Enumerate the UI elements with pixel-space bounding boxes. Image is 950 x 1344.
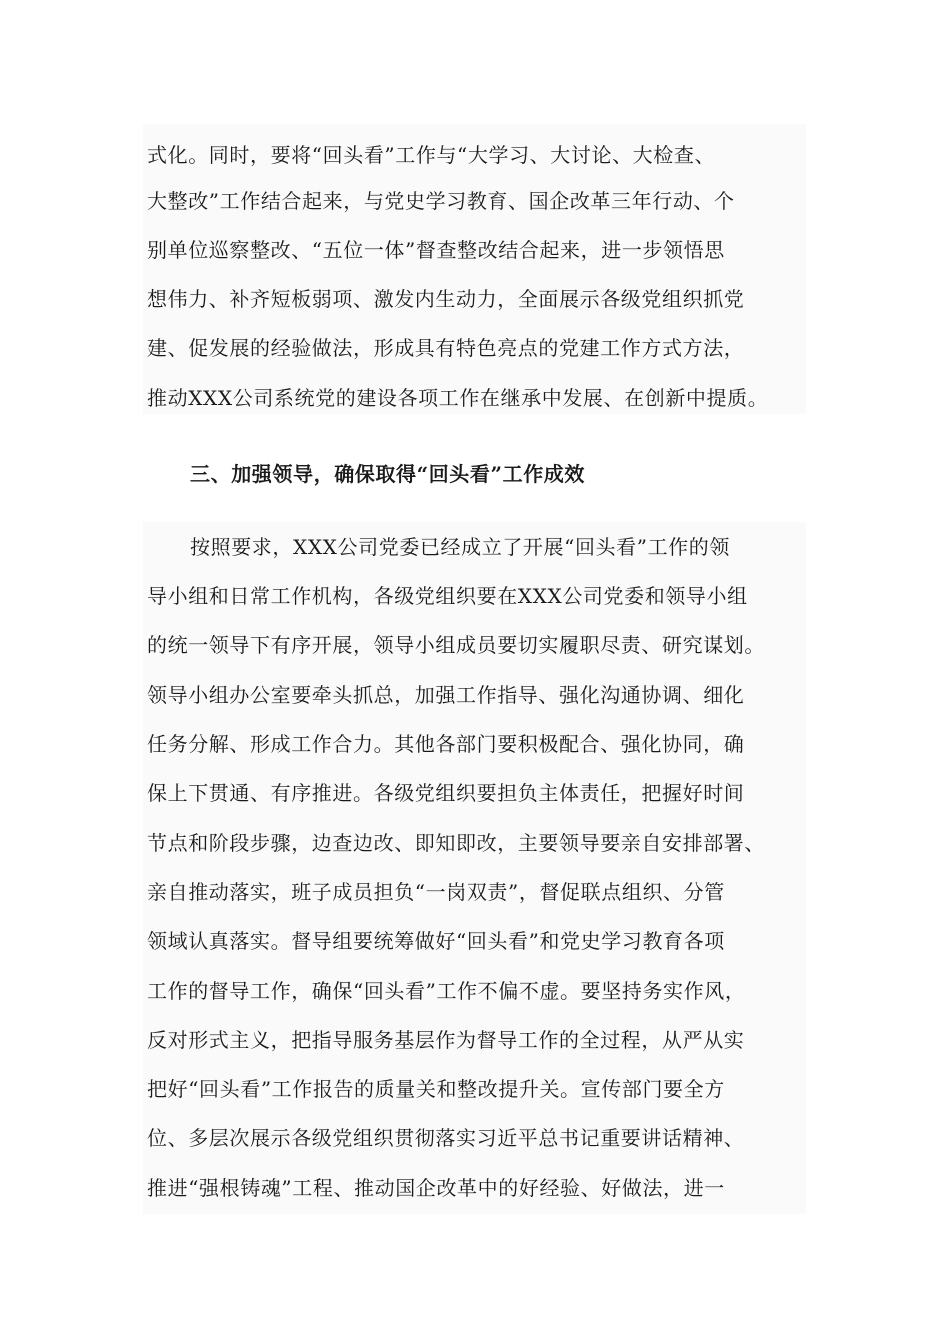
text-line: 推进“强根铸魂”工程、推动国企改革中的好经验、好做法，进一 [147,1176,725,1200]
text-line: 位、多层次展示各级党组织贯彻落实习近平总书记重要讲话精神、 [147,1126,745,1150]
text-line: 推动XXX公司系统党的建设各项工作在继承中发展、在创新中提质。 [147,386,769,410]
text-line: 建、促发展的经验做法，形成具有特色亮点的党建工作方式方法， [147,336,745,360]
text-line: 按照要求，XXX公司党委已经成立了开展“回头看”工作的领 [190,535,730,559]
text-line: 式化。同时，要将“回头看”工作与“大学习、大讨论、大检查、 [147,143,716,167]
text-line: 保上下贯通、有序推进。各级党组织要担负主体责任，把握好时间 [147,781,745,805]
text-line: 任务分解、形成工作合力。其他各部门要积极配合、强化协同，确 [147,732,745,756]
text-line: 反对形式主义，把指导服务基层作为督导工作的全过程，从严从实 [147,1028,745,1052]
text-line: 节点和阶段步骤，边查边改、即知即改，主要领导要亲自安排部署、 [147,831,765,855]
paragraph-background [143,522,806,1214]
section-heading: 三、加强领导，确保取得“回头看”工作成效 [190,462,586,486]
text-line: 把好“回头看”工作报告的质量关和整改提升关。宣传部门要全方 [147,1077,725,1101]
text-line: 的统一领导下有序开展，领导小组成员要切实履职尽责、研究谋划。 [147,633,765,657]
text-line: 大整改”工作结合起来，与党史学习教育、国企改革三年行动、个 [147,189,735,213]
text-line: 工作的督导工作，确保“回头看”工作不偏不虚。要坚持务实作风， [147,979,746,1003]
text-line: 别单位巡察整改、“五位一体”督查整改结合起来，进一步领悟思 [147,238,725,262]
text-line: 想伟力、补齐短板弱项、激发内生动力，全面展示各级党组织抓党 [147,287,745,311]
text-line: 领导小组办公室要牵头抓总，加强工作指导、强化沟通协调、细化 [147,683,745,707]
text-line: 导小组和日常工作机构，各级党组织要在XXX公司党委和领导小组 [147,584,748,608]
text-line: 领域认真落实。督导组要统筹做好“回头看”和党史学习教育各项 [147,929,725,953]
text-line: 亲自推动落实，班子成员担负“一岗双责”，督促联点组织、分管 [147,880,725,904]
paragraph-background [143,124,806,414]
